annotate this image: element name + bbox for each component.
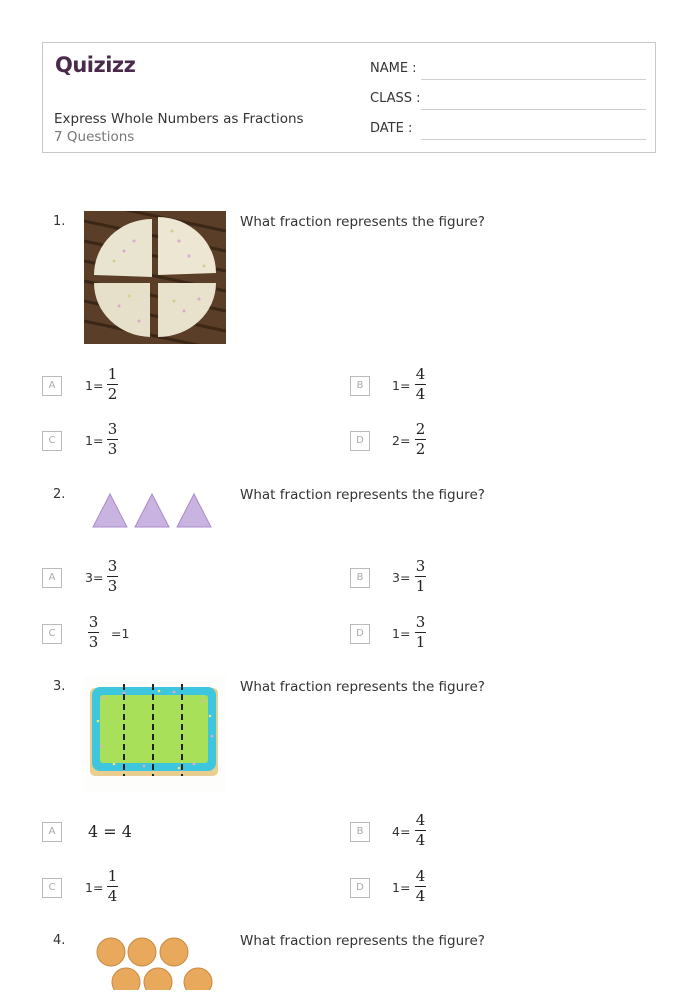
option-a-fraction: 1 2 <box>107 365 118 403</box>
cake-quarters-image <box>84 211 226 348</box>
option-c-fraction: 3 3 <box>88 613 99 651</box>
name-label: NAME : <box>370 61 417 76</box>
option-c-fraction: 1 4 <box>107 867 118 905</box>
green-sheet-cake-image <box>84 676 226 795</box>
question-4-number: 4. <box>53 933 66 948</box>
option-d-prefix: 1= <box>392 880 411 895</box>
question-count: 7 Questions <box>54 129 135 145</box>
question-3-text: What fraction represents the figure? <box>240 679 485 695</box>
option-d-fraction: 3 1 <box>415 613 426 651</box>
option-a-math: 4 = 4 <box>88 822 132 841</box>
option-c-fraction: 3 3 <box>107 420 118 458</box>
option-d-box[interactable]: D <box>350 624 370 644</box>
date-field-line[interactable] <box>421 139 646 140</box>
three-triangles-image <box>90 490 216 534</box>
option-c-box[interactable]: C <box>42 431 62 451</box>
option-c-suffix: =1 <box>111 626 130 641</box>
worksheet-header <box>42 42 656 153</box>
name-field-line[interactable] <box>421 79 646 80</box>
quizizz-logo: Quizizz <box>55 53 136 77</box>
option-b-box[interactable]: B <box>350 568 370 588</box>
question-2-number: 2. <box>53 487 66 502</box>
option-a-fraction: 3 3 <box>107 557 118 595</box>
question-1-text: What fraction represents the figure? <box>240 214 485 230</box>
date-label: DATE : <box>370 121 413 136</box>
option-a-box[interactable]: A <box>42 568 62 588</box>
cookies-image <box>94 936 216 994</box>
option-b-prefix: 1= <box>392 378 411 393</box>
question-4-text: What fraction represents the figure? <box>240 933 485 949</box>
option-b-prefix: 4= <box>392 824 411 839</box>
option-d-box[interactable]: D <box>350 431 370 451</box>
option-d-prefix: 1= <box>392 626 411 641</box>
option-c-prefix: 1= <box>85 880 104 895</box>
option-c-prefix: 1= <box>85 433 104 448</box>
option-a-box[interactable]: A <box>42 822 62 842</box>
option-d-fraction: 2 2 <box>415 420 426 458</box>
option-d-prefix: 2= <box>392 433 411 448</box>
option-b-fraction: 4 4 <box>415 811 426 849</box>
option-b-fraction: 3 1 <box>415 557 426 595</box>
option-c-box[interactable]: C <box>42 624 62 644</box>
option-b-fraction: 4 4 <box>415 365 426 403</box>
class-label: CLASS : <box>370 91 421 106</box>
question-2-text: What fraction represents the figure? <box>240 487 485 503</box>
worksheet-title: Express Whole Numbers as Fractions <box>54 111 304 127</box>
option-a-prefix: 3= <box>85 570 104 585</box>
option-c-box[interactable]: C <box>42 878 62 898</box>
question-1-number: 1. <box>53 214 66 229</box>
question-3-number: 3. <box>53 679 66 694</box>
class-field-line[interactable] <box>421 109 646 110</box>
option-a-box[interactable]: A <box>42 376 62 396</box>
option-d-box[interactable]: D <box>350 878 370 898</box>
option-b-box[interactable]: B <box>350 376 370 396</box>
option-b-prefix: 3= <box>392 570 411 585</box>
option-b-box[interactable]: B <box>350 822 370 842</box>
option-d-fraction: 4 4 <box>415 867 426 905</box>
option-a-prefix: 1= <box>85 378 104 393</box>
